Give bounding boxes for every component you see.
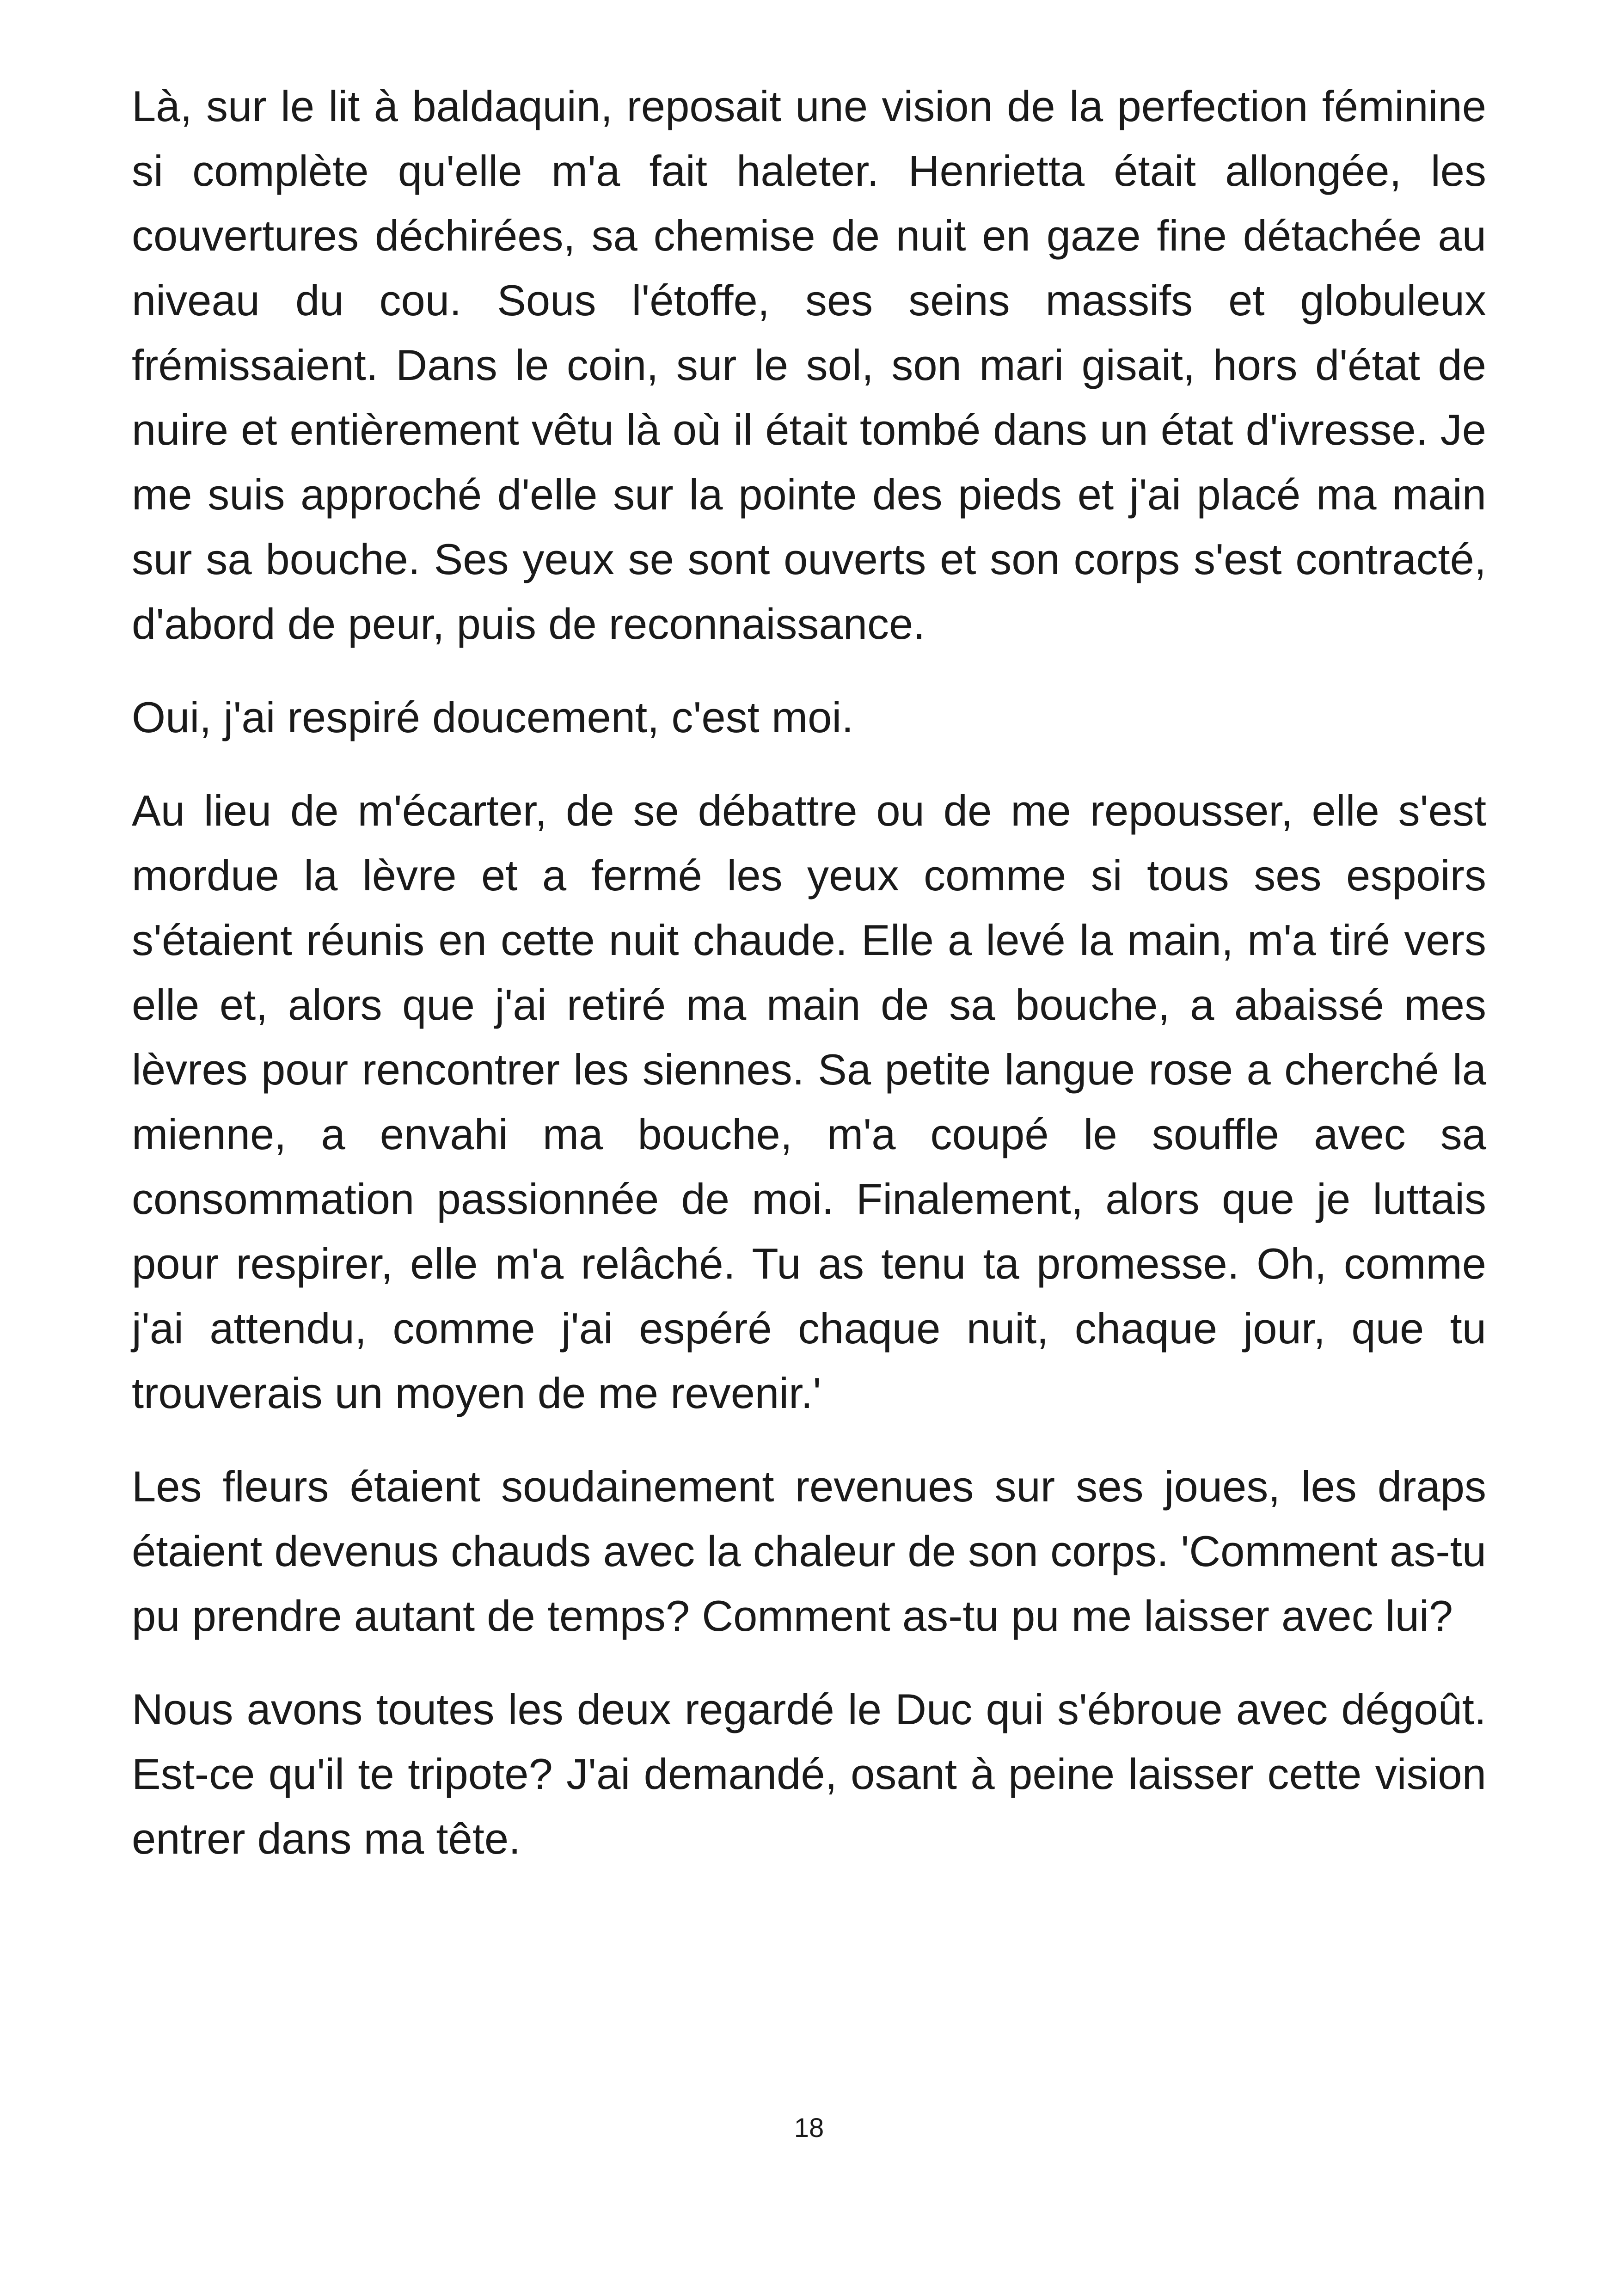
paragraph-1: Là, sur le lit à baldaquin, reposait une vision de la perfection féminine si complète qu'elle m'a fait haleter. Henrietta était allongée, les couvertures déchirées, sa chemise de nuit en gaze fine détachée au niveau du cou. Sous l'étoffe, ses seins massifs et globuleux frémissaient. Dans le coin, sur le sol, son mari gisait, hors d'état de nuire et entièrement vêtu là où il était tombé dans un état d'ivresse. Je me suis approché d'elle sur la pointe des pieds et j'ai placé ma main sur sa bouche. Ses yeux se sont ouverts et son corps s'est contracté, d'abord de peur, puis de reconnaissance. [132, 82, 1486, 648]
paragraph-2: Oui, j'ai respiré doucement, c'est moi. [132, 693, 854, 741]
body-text [132, 74, 1486, 1900]
paragraph-3: Au lieu de m'écarter, de se débattre ou de me repousser, elle s'est mordue la lèvre et a fermé les yeux comme si tous ses espoirs s'étaient réunis en cette nuit chaude. Elle a levé la main, m'a tiré vers elle et, alors que j'ai retiré ma main de sa bouche, a abaissé mes lèvres pour rencontrer les siennes. Sa petite langue rose a cherché la mienne, a envahi ma bouche, m'a coupé le souffle avec sa consommation passionnée de moi. Finalement, alors que je luttais pour respirer, elle m'a relâché. Tu as tenu ta promesse. Oh, comme j'ai attendu, comme j'ai espéré chaque nuit, chaque jour, que tu trouverais un moyen de me revenir.' [132, 786, 1486, 1417]
page-number: 18 [794, 2113, 824, 2143]
paragraph-4: Les fleurs étaient soudainement revenues sur ses joues, les draps étaient devenus chauds avec la chaleur de son corps. 'Comment as-tu pu prendre autant de temps? Comment as-tu pu me laisser avec lui? [132, 1462, 1486, 1640]
paragraph-5: Nous avons toutes les deux regardé le Duc qui s'ébroue avec dégoût. Est-ce qu'il te tripote? J'ai demandé, osant à peine laisser cette vision entrer dans ma tête. [132, 1685, 1486, 1863]
